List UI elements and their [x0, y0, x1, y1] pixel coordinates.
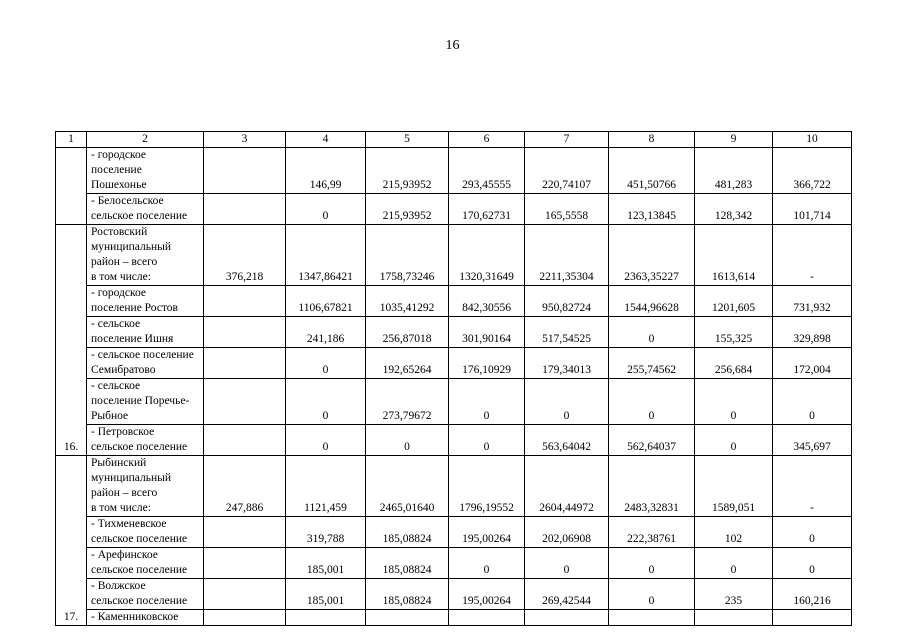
value-cell	[204, 517, 286, 548]
value-cell	[204, 548, 286, 579]
table-row	[56, 317, 852, 348]
value-cell: 176,10929	[449, 348, 525, 379]
table-row	[56, 379, 852, 425]
value-cell: 481,283	[695, 148, 773, 194]
value-cell: 0	[449, 379, 525, 425]
table-body	[56, 132, 852, 626]
municipality-name-cell	[87, 194, 204, 225]
municipality-name-line: сельское поселение	[91, 533, 188, 545]
value-cell: 0	[695, 425, 773, 456]
table-row	[56, 517, 852, 548]
municipality-name-cell	[87, 517, 204, 548]
value-cell: 451,50766	[609, 148, 695, 194]
municipality-name-line: - городское	[91, 149, 147, 161]
value-cell: -	[773, 456, 852, 517]
value-cell: 517,54525	[525, 317, 609, 348]
value-cell	[204, 194, 286, 225]
value-cell: 0	[773, 517, 852, 548]
municipality-name-line: поселение Ростов	[91, 302, 178, 314]
municipality-name-line: муниципальный	[91, 241, 172, 253]
value-cell: 366,722	[773, 148, 852, 194]
value-cell: 185,08824	[366, 548, 449, 579]
value-cell: -	[773, 225, 852, 286]
municipality-name-line: - сельское	[91, 380, 141, 392]
value-cell: 1758,73246	[366, 225, 449, 286]
value-cell: 256,684	[695, 348, 773, 379]
municipality-name-line: Рыбинский	[91, 457, 147, 469]
value-cell: 0	[609, 548, 695, 579]
table-row	[56, 148, 852, 194]
municipality-name-line: муниципальный	[91, 472, 172, 484]
value-cell	[204, 425, 286, 456]
value-cell: 165,5558	[525, 194, 609, 225]
table-row	[56, 194, 852, 225]
value-cell: 273,79672	[366, 379, 449, 425]
data-table	[55, 131, 852, 626]
value-cell: 215,93952	[366, 194, 449, 225]
value-cell: 1544,96628	[609, 286, 695, 317]
value-cell: 842,30556	[449, 286, 525, 317]
value-cell: 160,216	[773, 579, 852, 610]
municipality-name-cell	[87, 379, 204, 425]
value-cell	[204, 286, 286, 317]
value-cell: 0	[773, 548, 852, 579]
municipality-name-line: поселение	[91, 164, 142, 176]
municipality-name-line: Ростовский	[91, 226, 148, 238]
value-cell: 345,697	[773, 425, 852, 456]
municipality-name-cell	[87, 579, 204, 610]
value-cell: 0	[286, 379, 366, 425]
value-cell: 2483,32831	[609, 456, 695, 517]
value-cell: 192,65264	[366, 348, 449, 379]
value-cell: 293,45555	[449, 148, 525, 194]
municipality-name-line: в том числе:	[91, 502, 151, 514]
value-cell: 562,64037	[609, 425, 695, 456]
municipality-name-line: сельское поселение	[91, 441, 188, 453]
column-header: 6	[449, 132, 525, 148]
value-cell: 155,325	[695, 317, 773, 348]
value-cell: 2363,35227	[609, 225, 695, 286]
municipality-name-line: - Волжское	[91, 580, 146, 592]
municipality-name-line: - Каменниковское	[91, 611, 179, 623]
value-cell: 179,34013	[525, 348, 609, 379]
value-cell: 202,06908	[525, 517, 609, 548]
municipality-name-line: район – всего	[91, 487, 158, 499]
value-cell: 235	[695, 579, 773, 610]
value-cell: 0	[449, 425, 525, 456]
value-cell: 2604,44972	[525, 456, 609, 517]
municipality-name-cell	[87, 610, 204, 626]
value-cell: 1589,051	[695, 456, 773, 517]
value-cell	[695, 610, 773, 626]
municipality-name-cell	[87, 317, 204, 348]
value-cell	[773, 610, 852, 626]
value-cell: 247,886	[204, 456, 286, 517]
value-cell: 256,87018	[366, 317, 449, 348]
value-cell: 215,93952	[366, 148, 449, 194]
value-cell: 0	[525, 548, 609, 579]
value-cell: 1035,41292	[366, 286, 449, 317]
municipality-name-cell	[87, 548, 204, 579]
row-number-cell: 17.	[56, 456, 87, 626]
column-header: 3	[204, 132, 286, 148]
value-cell	[366, 610, 449, 626]
value-cell	[204, 379, 286, 425]
value-cell: 0	[695, 379, 773, 425]
value-cell: 1613,614	[695, 225, 773, 286]
value-cell: 241,186	[286, 317, 366, 348]
column-header: 8	[609, 132, 695, 148]
municipality-name-cell	[87, 425, 204, 456]
value-cell: 0	[609, 379, 695, 425]
value-cell: 0	[286, 425, 366, 456]
value-cell: 146,99	[286, 148, 366, 194]
municipality-name-line: сельское поселение	[91, 595, 188, 607]
table-row	[56, 425, 852, 456]
column-header: 2	[87, 132, 204, 148]
value-cell: 101,714	[773, 194, 852, 225]
column-header: 9	[695, 132, 773, 148]
municipality-name-cell	[87, 148, 204, 194]
value-cell	[204, 348, 286, 379]
row-number-cell	[56, 148, 87, 225]
municipality-name-line: - Петровское	[91, 426, 155, 438]
value-cell: 0	[366, 425, 449, 456]
value-cell: 102	[695, 517, 773, 548]
municipality-name-line: - Арефинское	[91, 549, 158, 561]
value-cell: 220,74107	[525, 148, 609, 194]
column-header: 4	[286, 132, 366, 148]
value-cell: 195,00264	[449, 579, 525, 610]
table-row	[56, 548, 852, 579]
table-row	[56, 286, 852, 317]
value-cell: 185,001	[286, 579, 366, 610]
table-row	[56, 348, 852, 379]
value-cell: 0	[609, 317, 695, 348]
value-cell: 185,08824	[366, 517, 449, 548]
value-cell: 1121,459	[286, 456, 366, 517]
municipality-name-cell	[87, 225, 204, 286]
municipality-name-line: - Белосельское	[91, 195, 164, 207]
municipality-name-line: в том числе:	[91, 271, 151, 283]
value-cell: 0	[609, 579, 695, 610]
value-cell	[204, 317, 286, 348]
value-cell: 1320,31649	[449, 225, 525, 286]
value-cell: 1106,67821	[286, 286, 366, 317]
value-cell: 172,004	[773, 348, 852, 379]
column-header: 5	[366, 132, 449, 148]
value-cell: 1796,19552	[449, 456, 525, 517]
municipality-name-line: сельское поселение	[91, 210, 188, 222]
value-cell	[449, 610, 525, 626]
value-cell: 2465,01640	[366, 456, 449, 517]
value-cell: 1347,86421	[286, 225, 366, 286]
value-cell: 195,00264	[449, 517, 525, 548]
value-cell: 0	[449, 548, 525, 579]
value-cell: 376,218	[204, 225, 286, 286]
table-row	[56, 579, 852, 610]
value-cell	[204, 610, 286, 626]
value-cell	[204, 579, 286, 610]
column-header: 7	[525, 132, 609, 148]
municipality-name-line: Пошехонье	[91, 179, 147, 191]
header-row	[56, 132, 852, 148]
municipality-name-line: - Тихменевское	[91, 518, 167, 530]
municipality-name-line: Рыбное	[91, 410, 129, 422]
row-number-cell: 16.	[56, 225, 87, 456]
municipality-name-line: - городское	[91, 287, 147, 299]
column-header: 1	[56, 132, 87, 148]
value-cell: 301,90164	[449, 317, 525, 348]
municipality-name-line: Семибратово	[91, 364, 156, 376]
table-row	[56, 456, 852, 517]
value-cell	[525, 610, 609, 626]
municipality-name-line: поселение Ишня	[91, 333, 174, 345]
value-cell: 1201,605	[695, 286, 773, 317]
column-header: 10	[773, 132, 852, 148]
municipality-name-line: сельское поселение	[91, 564, 188, 576]
value-cell: 2211,35304	[525, 225, 609, 286]
value-cell: 0	[695, 548, 773, 579]
value-cell: 329,898	[773, 317, 852, 348]
municipality-name-line: - сельское	[91, 318, 141, 330]
municipality-name-line: район – всего	[91, 256, 158, 268]
municipality-name-line: поселение Поречье-	[91, 395, 190, 407]
value-cell: 185,001	[286, 548, 366, 579]
value-cell: 319,788	[286, 517, 366, 548]
value-cell: 731,932	[773, 286, 852, 317]
municipality-name-cell	[87, 286, 204, 317]
page-number: 16	[445, 38, 460, 53]
table-row	[56, 610, 852, 626]
value-cell: 255,74562	[609, 348, 695, 379]
value-cell: 0	[773, 379, 852, 425]
value-cell: 950,82724	[525, 286, 609, 317]
value-cell: 563,64042	[525, 425, 609, 456]
value-cell: 222,38761	[609, 517, 695, 548]
value-cell: 0	[286, 194, 366, 225]
value-cell: 170,62731	[449, 194, 525, 225]
municipality-name-cell	[87, 456, 204, 517]
value-cell	[609, 610, 695, 626]
municipality-name-cell	[87, 348, 204, 379]
value-cell	[286, 610, 366, 626]
value-cell: 0	[525, 379, 609, 425]
value-cell: 123,13845	[609, 194, 695, 225]
municipality-name-line: - сельское поселение	[91, 349, 194, 361]
value-cell: 128,342	[695, 194, 773, 225]
value-cell	[204, 148, 286, 194]
value-cell: 0	[286, 348, 366, 379]
value-cell: 185,08824	[366, 579, 449, 610]
value-cell: 269,42544	[525, 579, 609, 610]
table-row	[56, 225, 852, 286]
